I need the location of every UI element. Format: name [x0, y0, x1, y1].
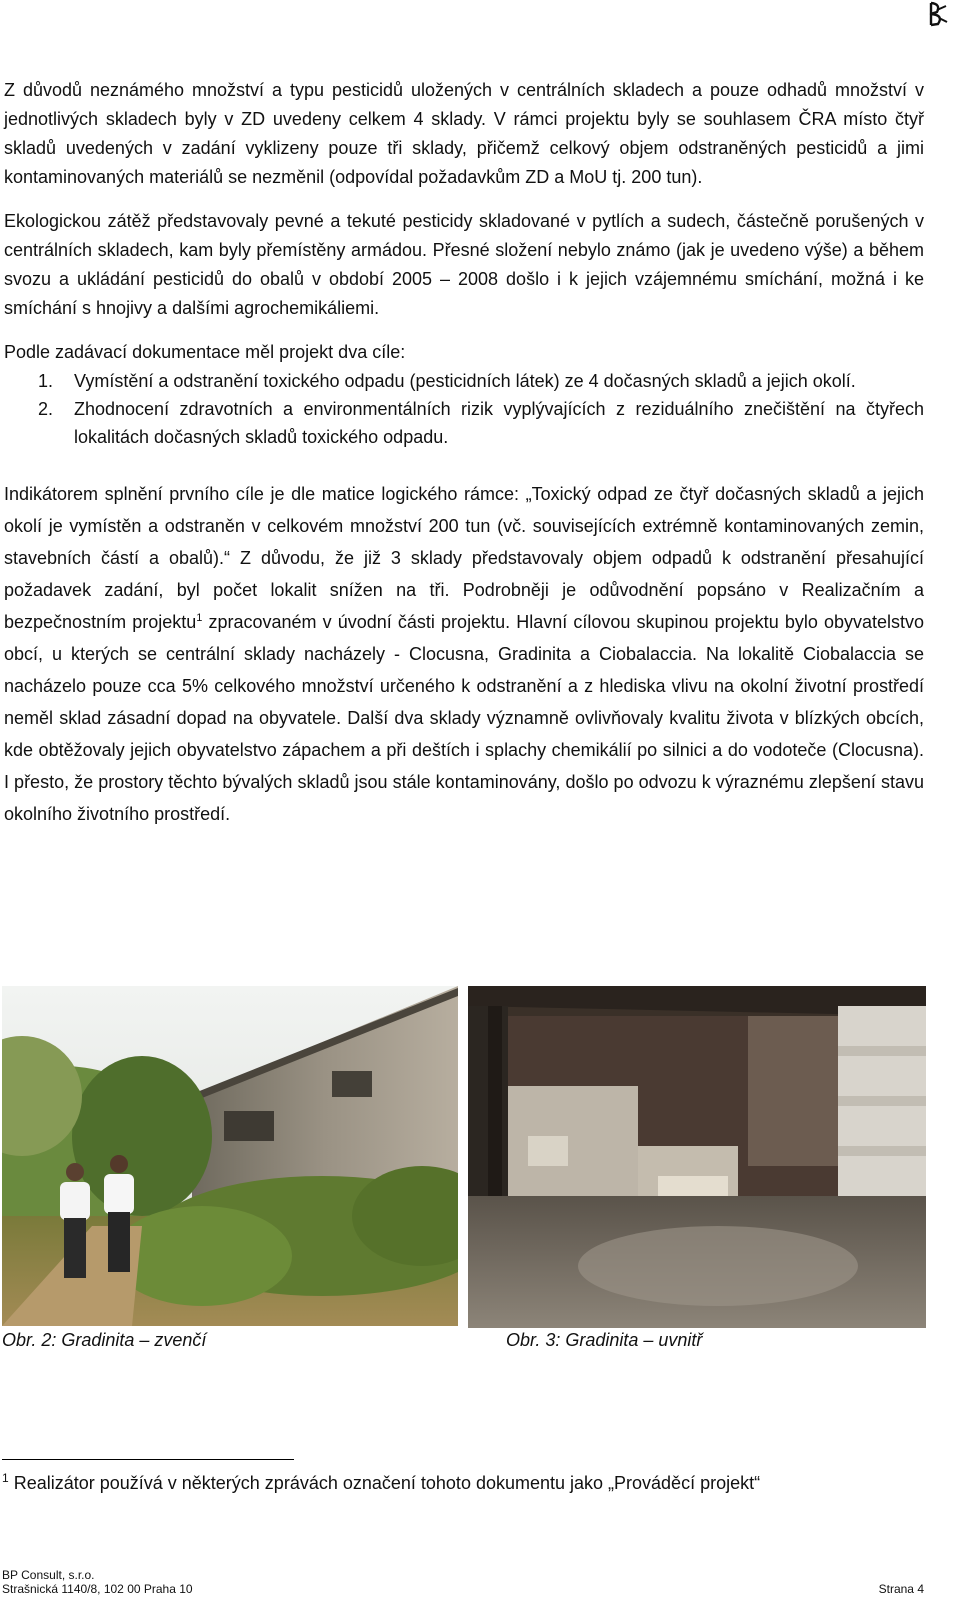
footnote: $^1$ Realizátor používá v některých zprávách označení tohoto dokumentu jako „Prováděcí projekt“: [2, 1471, 761, 1493]
figure-caption-3: Obr. 3: Gradinita – uvnitř: [506, 1330, 703, 1350]
list-item: 1. Vymístění a odstranění toxického odpadu (pesticidních látek) ze 4 dočasných skladů a jejich okolí.: [38, 371, 856, 391]
paragraph-storage-count: Z důvodů neznámého množství a typu pesticidů uložených v centrálních skladech a pouze odhadů množství v jednotlivých skladech byly v ZD uvedeny celkem 4 sklady. V rámci projektu byly se souhlasem ČRA místo čtyř skladů uvedených v zadání vyklizeny pouze tři sklady, přičemž celkový objem odstraněných pesticidů a jimi kontaminovaných materiálů se nezměnil (odpovídal požadavkům ZD a MoU tj. 200 tun).: [4, 80, 924, 187]
footnote-mark: 1: [2, 1471, 9, 1485]
document-body: [4, 76, 924, 830]
goals-list: [4, 367, 924, 451]
paragraph-indicator: Indikátorem splnění prvního cíle je dle matice logického rámce: „Toxický odpad ze čtyř dočasných skladů a jejich okolí je vymístěn a odstraněn v celkovém množství 200 tun (vč. souvisejících extrémně kontaminovaných zemin, stavebních částí a obalů).“ Z důvodu, že již 3 sklady představovaly objem odpadů k odstranění přesahující požadavek zadání, byl počet lokalit snížen na tři. Podrobněji je odůvodnění popsáno v Realizačním a bezpečnostním projektu$^1$ zpracovaném v úvodní části projektu. Hlavní cílovou skupinou projektu bylo obyvatelstvo obcí, u kterých se centrální sklady nacházely - Clocusna, Gradinita a Ciobalaccia. Na lokalitě Ciobalaccia se nacházelo pouze cca 5% celkového množství určeného k odstranění a z hlediska vlivu na okolní životní prostředí neměl sklad zásadní dopad na obyvatele. Další dva sklady významně ovlivňovaly kvalitu života v blízkých obcích, kde obtěžovaly jejich obyvatelstvo zápachem a při deštích i splachy chemikálií po silnici a do vodoteče (Clocusna). I přesto, že prostory těchto bývalých skladů jsou stále kontaminovány, došlo po odvozu k výraznému zlepšení stavu okolního životního prostředí.: [4, 484, 925, 824]
footer-address: Strašnická 1140/8, 102 00 Praha 10: [2, 1582, 193, 1596]
paragraph-goals-intro: Podle zadávací dokumentace měl projekt dva cíle:: [4, 342, 406, 362]
footnote-reference: 1: [196, 612, 203, 624]
list-item: 2. Zhodnocení zdravotních a environmentálních rizik vyplývajících z reziduálního znečištění na čtyřech lokalitách dočasných skladů toxického odpadu.: [38, 399, 924, 447]
bp-logo: [926, 0, 950, 28]
footer-company: BP Consult, s.r.o.: [2, 1568, 95, 1582]
paragraph-ecological-burden: Ekologickou zátěž představovaly pevné a tekuté pesticidy skladované v pytlích a sudech, částečně porušených v centrálních skladech, kam byly přemístěny armádou. Přesné složení nebylo známo (jak je uvedeno výše) a během svozu a ukládání pesticidů do obalů v období 2005 – 2008 došlo i k jejich vzájemnému smíchání, možná i ke smíchání s hnojivy a dalšími agrochemikáliemi.: [4, 211, 924, 318]
footnote-separator: [2, 1459, 294, 1460]
figure-caption-2: Obr. 2: Gradinita – zvenčí: [2, 1330, 207, 1350]
page-number: Strana 4: [878, 1582, 924, 1596]
photo-gradinita-inside: [468, 986, 926, 1328]
photo-gradinita-outside: [2, 986, 458, 1326]
